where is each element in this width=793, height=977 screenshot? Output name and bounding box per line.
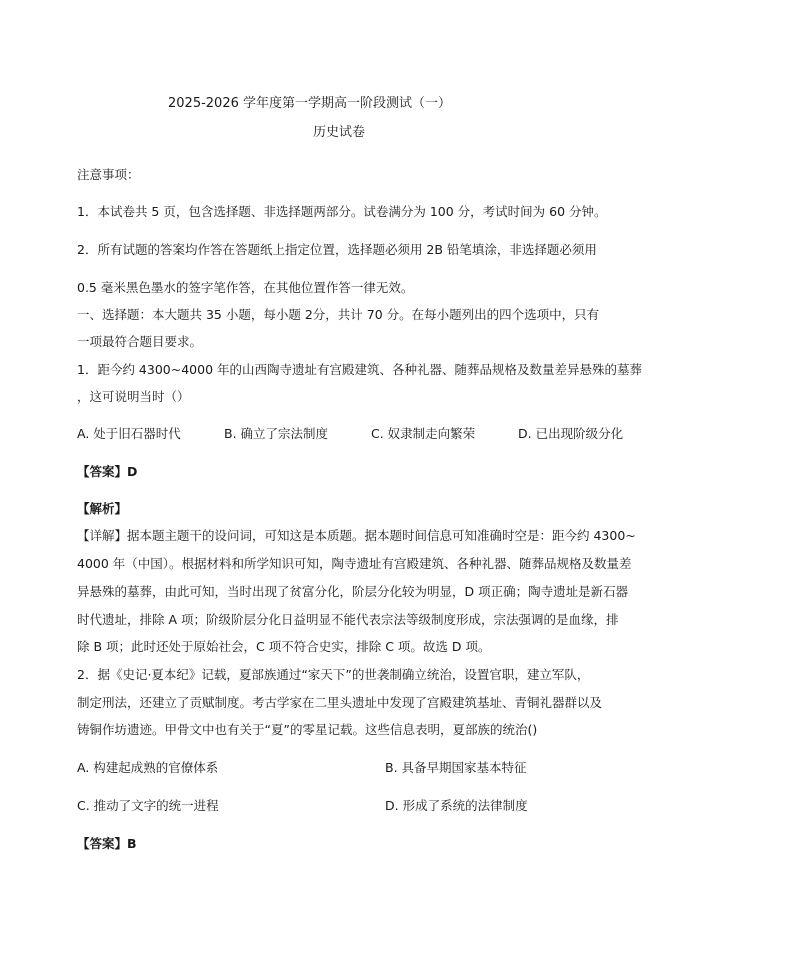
q1-option-a: A. 处于旧石器时代 (77, 426, 181, 441)
q1-option-d: D. 已出现阶级分化 (518, 426, 624, 441)
notes-item-2-line-1: 2．所有试题的答案均作答在答题纸上指定位置，选择题必须用 2B 铅笔填涂，非选择题必须用 (77, 242, 597, 257)
q1-answer: 【答案】D (77, 464, 138, 479)
q2-option-d: D. 形成了系统的法律制度 (385, 798, 528, 813)
q1-option-c: C. 奴隶制走向繁荣 (371, 426, 476, 441)
q1-analysis-line-3: 异悬殊的墓葬，由此可知，当时出现了贫富分化，阶层分化较为明显，D 项正确；陶寺遗址是新石器 (77, 584, 629, 599)
q2-stem-line-1: 2．据《史记·夏本纪》记载，夏部族通过“家天下”的世袭制确立统治，设置官职，建立军队， (77, 667, 590, 682)
q1-stem-line-2: ，这可说明当时（） (77, 389, 190, 404)
q2-option-c: C. 推动了文字的统一进程 (77, 798, 219, 813)
q2-stem-line-2: 制定刑法，还建立了贡赋制度。考古学家在二里头遗址中发现了宫殿建筑基址、青铜礼器群以及 (77, 695, 603, 710)
notes-item-2-line-2: 0.5 毫米黑色墨水的签字笔作答，在其他位置作答一律无效。 (77, 280, 414, 295)
exam-title: 2025-2026 学年度第一学期高一阶段测试（一） (168, 96, 451, 111)
q1-stem-line-1: 1．距今约 4300~4000 年的山西陶寺遗址有宫殿建筑、各种礼器、随葬品规格及数量差异悬殊的墓葬 (77, 362, 642, 377)
q2-option-b: B. 具备早期国家基本特征 (385, 760, 527, 775)
q1-analysis-line-5: 除 B 项；此时还处于原始社会，C 项不符合史实，排除 C 项。故选 D 项。 (77, 639, 491, 654)
q1-analysis-line-4: 时代遗址，排除 A 项；阶级阶层分化日益明显不能代表宗法等级制度形成，宗法强调的是血缘，排 (77, 612, 619, 627)
subject-title: 历史试卷 (313, 125, 366, 140)
q1-option-b: B. 确立了宗法制度 (224, 426, 329, 441)
q2-option-a: A. 构建起成熟的官僚体系 (77, 760, 219, 775)
q2-stem-line-3: 铸铜作坊遗迹。甲骨文中也有关于“夏”的零星记载。这些信息表明，夏部族的统治() (77, 722, 538, 737)
section-heading-line-2: 一项最符合题目要求。 (77, 334, 203, 349)
q1-analysis-line-1: 【详解】据本题主题干的设问词，可知这是本质题。据本题时间信息可知准确时空是：距今约 4300~ (77, 528, 636, 543)
notes-heading: 注意事项： (77, 167, 140, 182)
section-heading-line-1: 一、选择题：本大题共 35 小题，每小题 2分，共计 70 分。在每小题列出的四个选项中，只有 (77, 307, 600, 322)
q1-analysis-heading: 【解析】 (77, 501, 128, 516)
notes-item-1: 1．本试卷共 5 页，包含选择题、非选择题两部分。试卷满分为 100 分，考试时间为 60 分钟。 (77, 204, 607, 219)
q2-answer: 【答案】B (77, 836, 137, 851)
q1-analysis-line-2: 4000 年（中国）。根据材料和所学知识可知，陶寺遗址有宫殿建筑、各种礼器、随葬品规格及数量差 (77, 556, 632, 571)
